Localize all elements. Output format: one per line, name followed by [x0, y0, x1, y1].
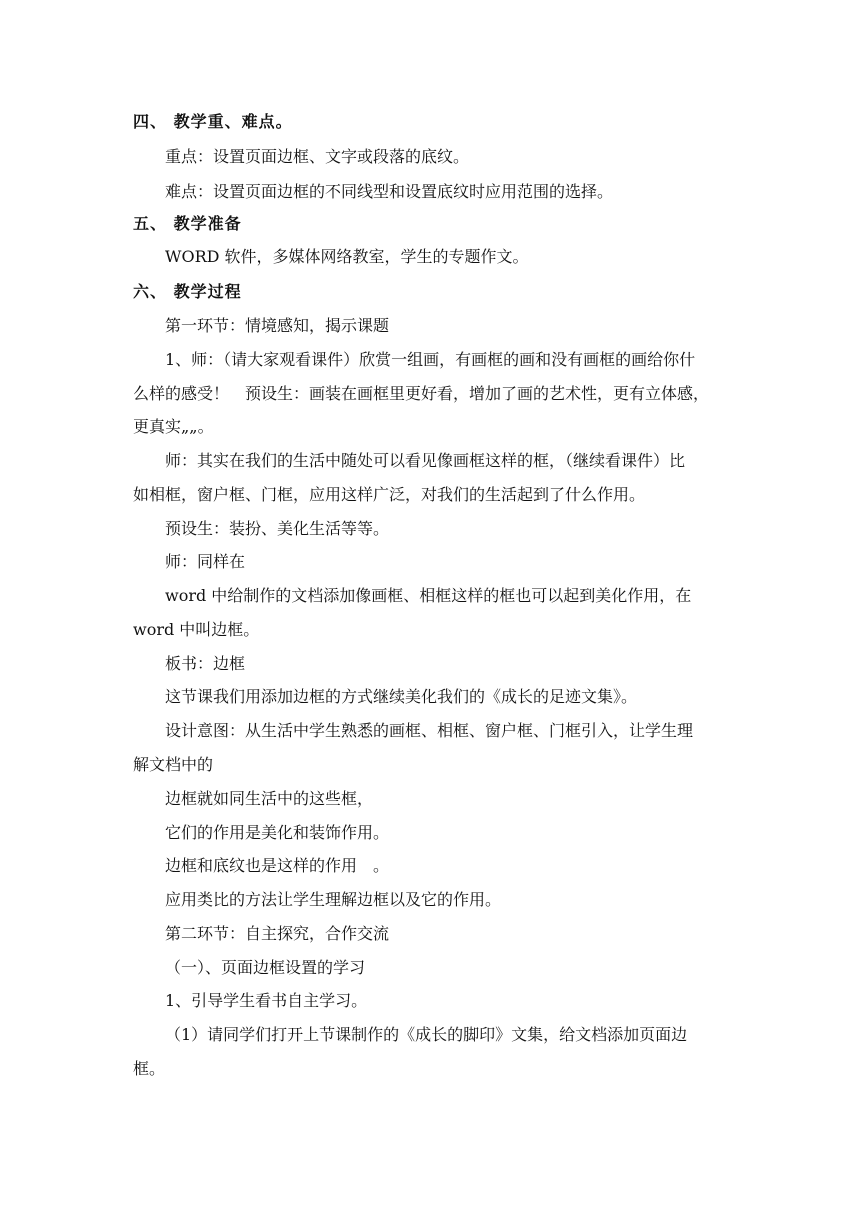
- paragraph-stage-2: 第二环节：自主探究，合作交流: [165, 924, 390, 943]
- paragraph-line: 边框就如同生活中的这些框，: [165, 789, 374, 808]
- paragraph-line: 师：其实在我们的生活中随处可以看见像画框这样的框，（继续看课件）比: [165, 451, 686, 470]
- paragraph-line: 板书：边框: [165, 654, 246, 673]
- paragraph-difficulties: 难点：设置页面边框的不同线型和设置底纹时应用范围的选择。: [165, 182, 614, 201]
- paragraph-line: 1、引导学生看书自主学习。: [165, 991, 368, 1010]
- paragraph-line: word 中叫边框。: [133, 620, 260, 639]
- section-heading-4: 四、 教学重、难点。: [133, 112, 293, 131]
- paragraph-line: 应用类比的方法让学生理解边框以及它的作用。: [165, 890, 502, 909]
- paragraph-line: 么样的感受！ 预设生：画装在画框里更好看，增加了画的艺术性，更有立体感，: [133, 384, 710, 403]
- paragraph-line: 它们的作用是美化和装饰作用。: [165, 823, 390, 842]
- paragraph-line: （1）请同学们打开上节课制作的《成长的脚印》文集，给文档添加页面边: [165, 1025, 688, 1044]
- paragraph-line: 框。: [133, 1059, 166, 1078]
- paragraph-line: 师：同样在: [165, 552, 246, 571]
- section-heading-5: 五、 教学准备: [133, 214, 242, 233]
- paragraph-line: 边框和底纹也是这样的作用 。: [165, 856, 390, 875]
- paragraph-line: 设计意图：从生活中学生熟悉的画框、相框、窗户框、门框引入，让学生理: [165, 721, 694, 740]
- paragraph-line: 更真实„„。: [133, 417, 214, 436]
- section-heading-6: 六、 教学过程: [133, 282, 242, 301]
- paragraph-line: 解文档中的: [133, 755, 214, 774]
- paragraph-line: 这节课我们用添加边框的方式继续美化我们的《成长的足迹文集》。: [165, 687, 638, 706]
- paragraph-line: 如相框，窗户框、门框，应用这样广泛，对我们的生活起到了什么作用。: [133, 485, 646, 504]
- paragraph-line: 1、师：（请大家观看课件）欣赏一组画，有画框的画和没有画框的画给你什: [165, 350, 696, 369]
- paragraph-line: 预设生：装扮、美化生活等等。: [165, 519, 390, 538]
- paragraph-key-points: 重点：设置页面边框、文字或段落的底纹。: [165, 147, 470, 166]
- paragraph-preparation: WORD 软件，多媒体网络教室，学生的专题作文。: [165, 247, 529, 266]
- paragraph-stage-1: 第一环节：情境感知，揭示课题: [165, 316, 390, 335]
- paragraph-line: （一）、页面边框设置的学习: [165, 958, 366, 977]
- paragraph-line: word 中给制作的文档添加像画框、相框这样的框也可以起到美化作用，在: [165, 586, 692, 605]
